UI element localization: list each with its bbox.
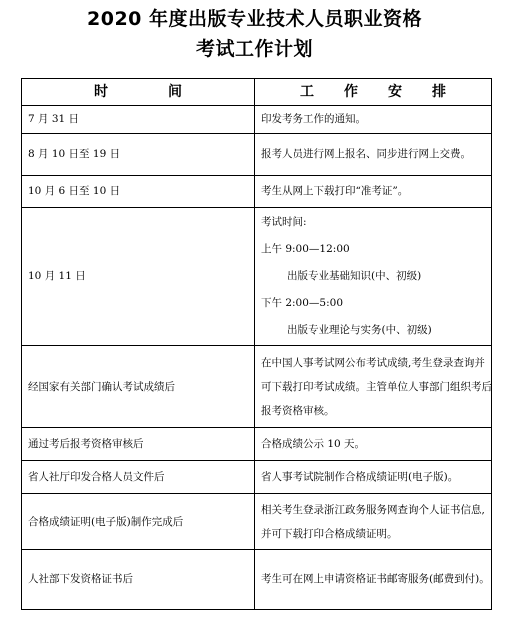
table-header-row: [22, 79, 492, 106]
work-line: 省人事考试院制作合格成绩证明(电子版)。: [261, 470, 459, 483]
work-cell: [255, 106, 492, 134]
work-line: 下午 2:00—5:00: [261, 297, 343, 309]
work-line: 报考人员进行网上报名、同步进行网上交费。: [261, 148, 471, 160]
work-line: 并可下载打印合格成绩证明。: [261, 527, 398, 540]
work-line: 上午 9:00—12:00: [261, 243, 350, 255]
time-cell: 8 月 10 日至 19 日: [22, 134, 255, 176]
work-line: 印发考务工作的通知。: [261, 113, 366, 125]
time-cell: 合格成绩证明(电子版)制作完成后: [22, 494, 255, 550]
work-cell: [255, 208, 492, 346]
table-row: [22, 208, 492, 346]
time-cell: 人社部下发资格证书后: [22, 550, 255, 610]
table-row: [22, 106, 492, 134]
work-line: 报考资格审核。: [261, 404, 335, 417]
table-row: [22, 346, 492, 428]
time-cell: 省人社厅印发合格人员文件后: [22, 461, 255, 494]
work-cell: [255, 461, 492, 494]
table-row: [22, 461, 492, 494]
work-line: 合格成绩公示 10 天。: [261, 437, 366, 450]
work-cell: [255, 428, 492, 461]
table-row: [22, 428, 492, 461]
work-cell: [255, 176, 492, 208]
table-row: [22, 550, 492, 610]
work-line: 相关考生登录浙江政务服务网查询个人证书信息,: [261, 503, 485, 516]
work-cell: [255, 134, 492, 176]
table-row: [22, 176, 492, 208]
work-line: 出版专业基础知识(中、初级): [287, 270, 422, 282]
header-work: 工作安排: [255, 79, 492, 106]
work-cell: [255, 346, 492, 428]
table-row: [22, 134, 492, 176]
table-row: [22, 494, 492, 550]
document-title-line1: 2020 年度出版专业技术人员职业资格: [87, 8, 422, 30]
time-cell: 10 月 11 日: [22, 208, 255, 346]
work-line: 考生从网上下载打印“准考证”。: [261, 185, 409, 197]
work-line: 出版专业理论与实务(中、初级): [287, 324, 432, 336]
time-cell: 通过考后报考资格审核后: [22, 428, 255, 461]
document-title-line2: 考试工作计划: [195, 38, 313, 60]
work-line: 在中国人事考试网公布考试成绩,考生登录查询并: [261, 356, 485, 369]
header-time: 时间: [22, 79, 255, 106]
work-line: 可下载打印考试成绩。主管单位人事部门组织考后: [261, 380, 492, 393]
time-cell: 7 月 31 日: [22, 106, 255, 134]
time-cell: 10 月 6 日至 10 日: [22, 176, 255, 208]
time-cell: 经国家有关部门确认考试成绩后: [22, 346, 255, 428]
schedule-table: [21, 78, 492, 610]
work-line: 考生可在网上申请资格证书邮寄服务(邮费到付)。: [261, 573, 490, 585]
work-line: 考试时间:: [261, 216, 307, 228]
work-cell: [255, 494, 492, 550]
work-cell: [255, 550, 492, 610]
